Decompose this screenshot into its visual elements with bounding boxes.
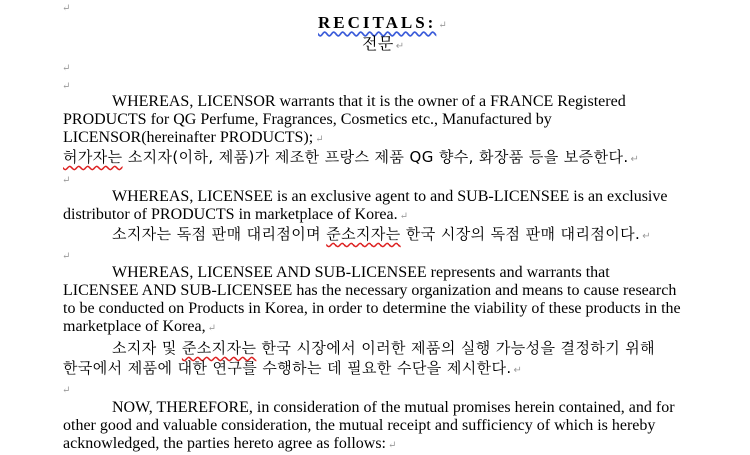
- p3-line2: LICENSEE AND SUB-LICENSEE has the necessary organization and means to cause research: [63, 282, 677, 299]
- p3-korean-line2: [63, 359, 522, 380]
- p3-line1: WHEREAS, LICENSEE AND SUB-LICENSEE represents and warrants that: [112, 264, 610, 281]
- paragraph-mark: ↵: [399, 211, 408, 222]
- p1-line3: [63, 129, 324, 149]
- p1-line3-text: LICENSOR(hereinafter PRODUCTS);: [63, 129, 314, 146]
- title-korean-text: 전문: [362, 34, 394, 53]
- paragraph-mark: ↵: [315, 134, 324, 145]
- p3-line4-text: marketplace of Korea,: [63, 318, 206, 335]
- paragraph-mark: ↵: [62, 81, 71, 92]
- p2-line1: WHEREAS, LICENSEE is an exclusive agent to and SUB-LICENSEE is an exclusive: [112, 188, 668, 205]
- p2-line2: [63, 206, 408, 226]
- p1-line1: WHEREAS, LICENSOR warrants that it is the owner of a FRANCE Registered: [112, 93, 626, 110]
- p4-line2: other good and valuable consideration, the mutual receipt and sufficiency of which is hereby: [63, 417, 656, 434]
- page-title: [318, 14, 447, 35]
- paragraph-mark: ↵: [62, 175, 71, 186]
- paragraph-mark: ↵: [62, 385, 71, 396]
- paragraph-mark: ↵: [630, 154, 639, 165]
- paragraph-mark: ↵: [395, 41, 405, 52]
- p2-korean-underlined: 준소지자는: [326, 225, 401, 243]
- p3-korean-underlined: 준소지자는: [181, 339, 257, 357]
- title-text: RECITALS:: [318, 13, 437, 32]
- paragraph-mark: ↵: [207, 323, 216, 334]
- p1-korean-rest: 소지자(이하, 제품)가 제조한 프랑스 제품 QG 향수, 화장품 등을 보증한다.: [122, 148, 629, 166]
- p3-line4: [63, 318, 216, 338]
- paragraph-mark: ↵: [438, 20, 447, 31]
- paragraph-mark: ↵: [513, 365, 522, 376]
- p3-korean-a: 소지자 및: [112, 339, 182, 357]
- paragraph-mark: ↵: [62, 251, 71, 262]
- p3-korean-line2-text: 한국에서 제품에 대한 연구를 수행하는 데 필요한 수단을 제시한다.: [63, 359, 512, 377]
- p4-line1: NOW, THEREFORE, in consideration of the mutual promises herein contained, and for: [112, 399, 675, 416]
- p1-korean-underlined: 허가자는: [63, 148, 123, 166]
- p2-korean: [112, 225, 651, 246]
- p3-korean-line1: [112, 339, 655, 357]
- p3-korean-c: 한국 시장에서 이러한 제품의 실행 가능성을 결정하기 위해: [256, 339, 656, 357]
- paragraph-mark: ↵: [387, 440, 397, 451]
- paragraph-mark: ↵: [642, 231, 651, 242]
- page-title-korean: [362, 35, 404, 56]
- p4-line3: [63, 435, 396, 455]
- p3-line3: to be conducted on Products in Korea, in order to determine the viability of these products in the: [63, 300, 681, 317]
- paragraph-mark: ↵: [62, 63, 71, 74]
- p1-line2: PRODUCTS for QG Perfume, Fragrances, Cosmetics etc., Manufactured by: [63, 111, 552, 128]
- p2-korean-a: 소지자는 독점 판매 대리점이며: [112, 225, 327, 243]
- p4-line3-text: acknowledged, the parties hereto agree as follows:: [63, 435, 386, 452]
- p2-korean-c: 한국 시장의 독점 판매 대리점이다.: [400, 225, 641, 243]
- p2-line2-text: distributor of PRODUCTS in marketplace of Korea.: [63, 206, 398, 223]
- p1-korean: [63, 148, 639, 169]
- paragraph-mark: ↵: [62, 3, 71, 14]
